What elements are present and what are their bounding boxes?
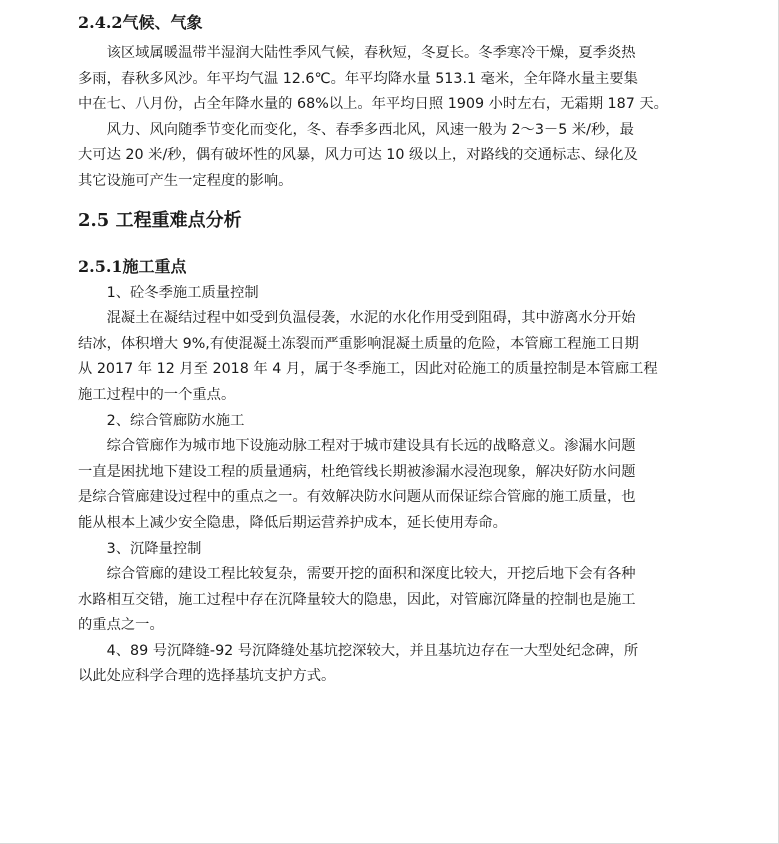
text-line: 一直是困扰地下建设工程的质量通病，杜绝管线长期被渗漏水浸泡现象，解决好防水问题 xyxy=(78,463,636,480)
text-line: 水路相互交错，施工过程中存在沉降量较大的隐患，因此，对管廊沉降量的控制也是施工 xyxy=(78,591,636,608)
text-line: 的重点之一。 xyxy=(78,617,164,634)
text-line: 施工过程中的一个重点。 xyxy=(78,386,236,403)
heading-2-5: 2.5 工程重难点分析 xyxy=(78,209,242,231)
text-line: 中在七、八月份，占全年降水量的 68%以上。年平均日照 1909 小时左右，无霜期 187 天。 xyxy=(78,96,668,113)
paragraph-wind xyxy=(78,118,696,195)
paragraph-winter-concrete xyxy=(78,306,696,408)
text-line: 综合管廊的建设工程比较复杂，需要开挖的面积和深度比较大，开挖后地下会有各种 xyxy=(106,566,636,583)
paragraph-foundation-pit xyxy=(78,639,696,690)
text-line: 能从根本上减少安全隐患，降低后期运营养护成本，延长使用寿命。 xyxy=(78,514,507,531)
item-1-title: 1、砼冬季施工质量控制 xyxy=(106,284,259,301)
text-line: 4、89 号沉降缝-92 号沉降缝处基坑挖深较大，并且基坑边存在一大型处纪念碑，所 xyxy=(106,642,639,659)
text-line: 大可达 20 米/秒，偶有破坏性的风暴，风力可达 10 级以上，对路线的交通标志、绿化及 xyxy=(78,147,638,164)
text-line: 是综合管廊建设过程中的重点之一。有效解决防水问题从而保证综合管廊的施工质量，也 xyxy=(78,489,636,506)
text-line: 其它设施可产生一定程度的影响。 xyxy=(78,172,293,189)
text-line: 风力、风向随季节变化而变化，冬、春季多西北风，风速一般为 2～3－5 米/秒，最 xyxy=(106,121,634,138)
paragraph-climate xyxy=(78,41,696,118)
heading-2-4-2: 2.4.2气候、气象 xyxy=(78,13,203,32)
text-line: 从 2017 年 12 月至 2018 年 4 月，属于冬季施工，因此对砼施工的质量控制是本管廊工程 xyxy=(78,361,658,378)
heading-2-5-1: 2.5.1施工重点 xyxy=(78,256,187,276)
document-page xyxy=(78,8,696,690)
text-line: 混凝土在凝结过程中如受到负温侵袭，水泥的水化作用受到阻碍，其中游离水分开始 xyxy=(106,310,636,327)
text-line: 以此处应科学合理的选择基坑支护方式。 xyxy=(78,668,336,685)
paragraph-settlement xyxy=(78,562,696,639)
item-2-title: 2、综合管廊防水施工 xyxy=(106,412,245,429)
text-line: 多雨，春秋多风沙。年平均气温 12.6℃。年平均降水量 513.1 毫米，全年降水量主要集 xyxy=(78,70,638,87)
text-line: 综合管廊作为城市地下设施动脉工程对于城市建设具有长远的战略意义。渗漏水问题 xyxy=(106,438,636,455)
text-line: 结冰，体积增大 9%,有使混凝土冻裂而严重影响混凝土质量的危险，本管廊工程施工日期 xyxy=(78,335,639,352)
item-3-title: 3、沉降量控制 xyxy=(106,540,202,557)
paragraph-waterproofing xyxy=(78,434,696,536)
text-line: 该区域属暖温带半湿润大陆性季风气候，春秋短，冬夏长。冬季寒冷干燥，夏季炎热 xyxy=(106,45,636,61)
